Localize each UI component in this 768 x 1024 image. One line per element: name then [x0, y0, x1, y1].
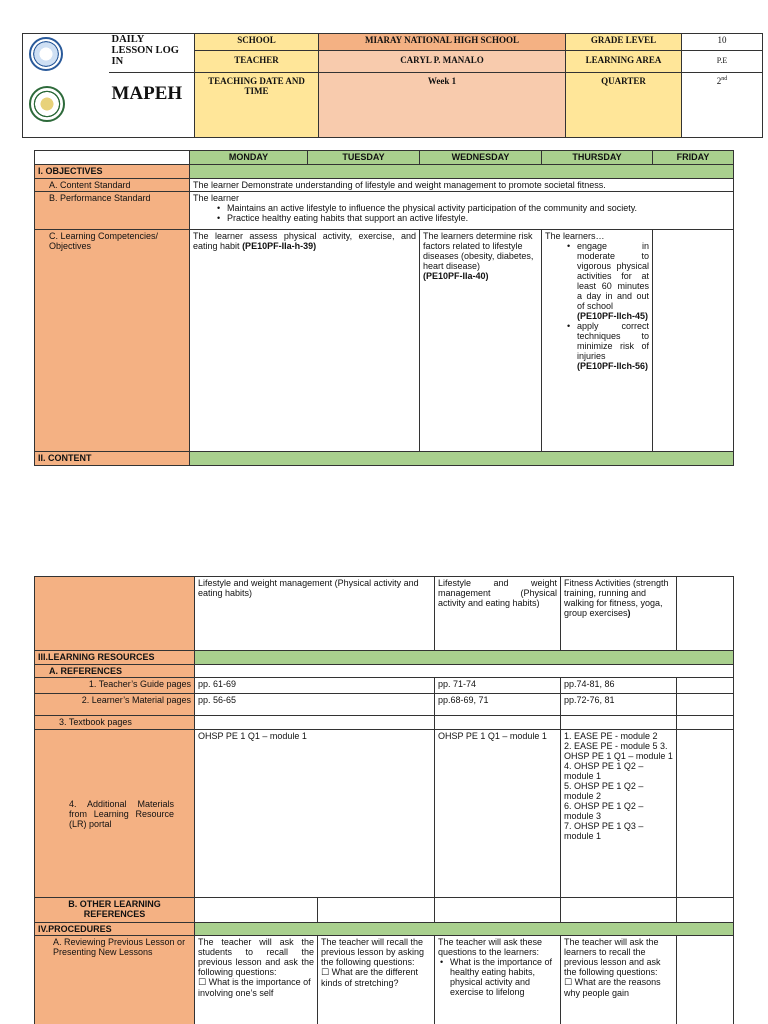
school-seal-icon [29, 86, 65, 122]
day-friday: FRIDAY [653, 151, 734, 165]
other-references-wednesday [435, 898, 561, 923]
competency-thu-item2-text: apply correct techniques to minimize risk of injuries [577, 321, 649, 361]
day-tuesday: TUESDAY [308, 151, 420, 165]
procedure-friday [677, 936, 734, 1024]
content-thu-body: strength training, running and walking for fitness, yoga, group exercises [564, 578, 669, 618]
additional-material-item: 1. EASE PE - module 2 [564, 731, 658, 741]
grade-label: GRADE LEVEL [566, 34, 682, 51]
checkbox-glyph-icon: ☐ [564, 977, 573, 987]
content-monday: Lifestyle and weight management (Physical activity and eating habits) [195, 577, 435, 651]
textbook-monday [195, 716, 435, 730]
textbook-friday [677, 716, 734, 730]
competencies-monday [190, 230, 420, 452]
quarter-value [682, 73, 763, 138]
competency-mon-text: The learner assess physical activity, exercise, and eating habit [193, 231, 416, 251]
subject-title: MAPEH [109, 73, 195, 138]
area-value: P.E [682, 51, 763, 73]
additional-materials-monday: OHSP PE 1 Q1 – module 1 [195, 730, 435, 898]
content-standard-label: A. Content Standard [35, 179, 190, 192]
procedure-wed-list [438, 957, 557, 997]
learners-material-friday [677, 694, 734, 716]
procedure-mon-text: The teacher will ask the students to recall the previous lesson and ask the following questions: [198, 937, 314, 977]
content-thursday [561, 577, 677, 651]
competencies-label: C. Learning Competencies/ Objectives [35, 230, 190, 452]
other-references-monday [195, 898, 318, 923]
content-heading: II. CONTENT [35, 452, 190, 466]
content-wednesday: Lifestyle and weight management (Physical activity and eating habits) [435, 577, 561, 651]
deped-seal-icon [29, 37, 63, 71]
performance-intro: The learner [193, 193, 240, 203]
day-thursday: THURSDAY [542, 151, 653, 165]
objectives-table [34, 150, 734, 466]
other-references-thursday [561, 898, 677, 923]
additional-materials-wednesday: OHSP PE 1 Q1 – module 1 [435, 730, 561, 898]
learners-material-thursday: pp.72-76, 81 [561, 694, 677, 716]
additional-material-item: 4. OHSP PE 1 Q2 – module 1 [564, 761, 644, 781]
days-header-blank [35, 151, 190, 165]
learners-material-label: 2. Learner’s Material pages [35, 694, 195, 716]
date-value: Week 1 [319, 73, 566, 138]
teacher-value: CARYL P. MANALO [319, 51, 566, 73]
procedure-mon-question-text: What is the importance of involving one’s self [198, 977, 311, 998]
quarter-suffix: nd [721, 76, 728, 82]
content-thu-close: ) [627, 608, 631, 618]
procedure-thu-text: The teacher will ask the learners to recall the previous lesson and ask the following questions: [564, 937, 661, 977]
day-wednesday: WEDNESDAY [420, 151, 542, 165]
performance-list [193, 203, 730, 223]
competency-thu-list [545, 241, 649, 371]
procedure-tue-text: The teacher will recall the previous lesson by asking the following questions: [321, 937, 425, 967]
procedure-monday [195, 936, 318, 1024]
dll-title-line-3: IN [111, 56, 124, 67]
competency-thu-code2: (PE10PF-IIch-56) [577, 361, 649, 371]
checkbox-glyph-icon: ☐ [321, 967, 330, 977]
additional-material-item: 6. OHSP PE 1 Q2 – module 3 [564, 801, 644, 821]
procedure-thu-question [564, 977, 673, 998]
procedures-heading: IV.PROCEDURES [35, 923, 195, 936]
date-label: TEACHING DATE AND TIME [195, 73, 319, 138]
competency-mon-code: (PE10PF-IIa-h-39) [242, 241, 317, 251]
resources-table [34, 576, 734, 1024]
teachers-guide-wednesday: pp. 71-74 [435, 678, 561, 694]
teachers-guide-label: 1. Teacher’s Guide pages [35, 678, 195, 694]
procedure-tuesday [318, 936, 435, 1024]
school-value: MIARAY NATIONAL HIGH SCHOOL [319, 34, 566, 51]
grade-value: 10 [682, 34, 763, 51]
additional-material-item: 2. EASE PE - module 5 3. OHSP PE 1 Q1 – module 1 [564, 741, 673, 761]
content-standard-text: The learner Demonstrate understanding of lifestyle and weight management to promote societal fitness. [190, 179, 734, 192]
learners-material-monday: pp. 56-65 [195, 694, 435, 716]
textbook-label: 3. Textbook pages [35, 716, 195, 730]
logo-cell [23, 34, 109, 138]
textbook-wednesday [435, 716, 561, 730]
competencies-friday [653, 230, 734, 452]
objectives-heading-fill [190, 165, 734, 179]
content-friday [677, 577, 734, 651]
references-fill [195, 665, 734, 678]
competency-thu-item [565, 241, 649, 321]
procedure-wed-question: • What is the importance of healthy eating habits, physical activity and exercise to lifelong [438, 957, 557, 997]
competencies-wednesday [420, 230, 542, 452]
day-monday: MONDAY [190, 151, 308, 165]
checkbox-glyph-icon: ☐ [198, 977, 207, 987]
additional-material-item: 5. OHSP PE 1 Q2 – module 2 [564, 781, 644, 801]
competency-thu-intro: The learners… [545, 231, 605, 241]
procedures-heading-fill [195, 923, 734, 936]
content-heading-fill [190, 452, 734, 466]
resources-heading-fill [195, 651, 734, 665]
content-label-continued [35, 577, 195, 651]
dll-title [109, 34, 195, 73]
objectives-heading: I. OBJECTIVES [35, 165, 190, 179]
teachers-guide-thursday: pp.74-81, 86 [561, 678, 677, 694]
learners-material-wednesday: pp.68-69, 71 [435, 694, 561, 716]
teachers-guide-monday: pp. 61-69 [195, 678, 435, 694]
teachers-guide-friday [677, 678, 734, 694]
procedure-thursday [561, 936, 677, 1024]
school-label: SCHOOL [195, 34, 319, 51]
competency-thu-item1-text: engage in moderate to vigorous physical activities for at least 60 minutes a day in and out of school [577, 241, 649, 311]
additional-material-item: 7. OHSP PE 1 Q3 – module 1 [564, 821, 644, 841]
quarter-number: 2 [716, 76, 722, 86]
competency-wed-code: (PE10PF-IIa-40) [423, 271, 489, 281]
procedure-mon-question [198, 977, 314, 998]
performance-item: • Practice healthy eating habits that support an active lifestyle. [215, 213, 730, 223]
dll-title-line-1: DAILY [111, 34, 145, 45]
other-references-friday [677, 898, 734, 923]
reviewing-lesson-label [35, 936, 195, 1024]
additional-materials-friday [677, 730, 734, 898]
competency-wed-text: The learners determine risk factors related to lifestyle diseases (obesity, diabetes, heart disease) [423, 231, 534, 271]
performance-standard-cell [190, 192, 734, 230]
procedure-wednesday [435, 936, 561, 1024]
quarter-label: QUARTER [566, 73, 682, 138]
procedure-tue-question-text: What are the different kinds of stretching? [321, 967, 418, 988]
additional-materials-thursday [561, 730, 677, 898]
dll-title-line-2: LESSON LOG [111, 45, 179, 56]
header-table [22, 33, 763, 138]
competency-thu-item [565, 321, 649, 371]
performance-item: • Maintains an active lifestyle to influence the physical activity participation of the community and society. [215, 203, 730, 213]
procedure-thu-question-text: What are the reasons why people gain [564, 977, 661, 998]
teacher-label: TEACHER [195, 51, 319, 73]
additional-materials-label [35, 730, 195, 898]
references-label: A. REFERENCES [35, 665, 195, 678]
textbook-thursday [561, 716, 677, 730]
additional-materials-label-text: 4. Additional Materials from Learning Resource (LR) portal [69, 798, 174, 829]
resources-heading: III.LEARNING RESOURCES [35, 651, 195, 665]
procedure-tue-question [321, 967, 431, 988]
content-thu-open: Fitness Activities ( [564, 578, 637, 588]
competency-thu-code1: (PE10PF-IIch-45) [577, 311, 649, 321]
area-label: LEARNING AREA [566, 51, 682, 73]
reviewing-lesson-label-text: A. Reviewing Previous Lesson or Presenting New Lessons [53, 937, 186, 957]
competencies-thursday [542, 230, 653, 452]
procedure-wed-text: The teacher will ask these questions to the learners: [438, 937, 543, 957]
other-references-tuesday [318, 898, 435, 923]
performance-standard-label: B. Performance Standard [35, 192, 190, 230]
other-references-label: B. OTHER LEARNING REFERENCES [35, 898, 195, 923]
